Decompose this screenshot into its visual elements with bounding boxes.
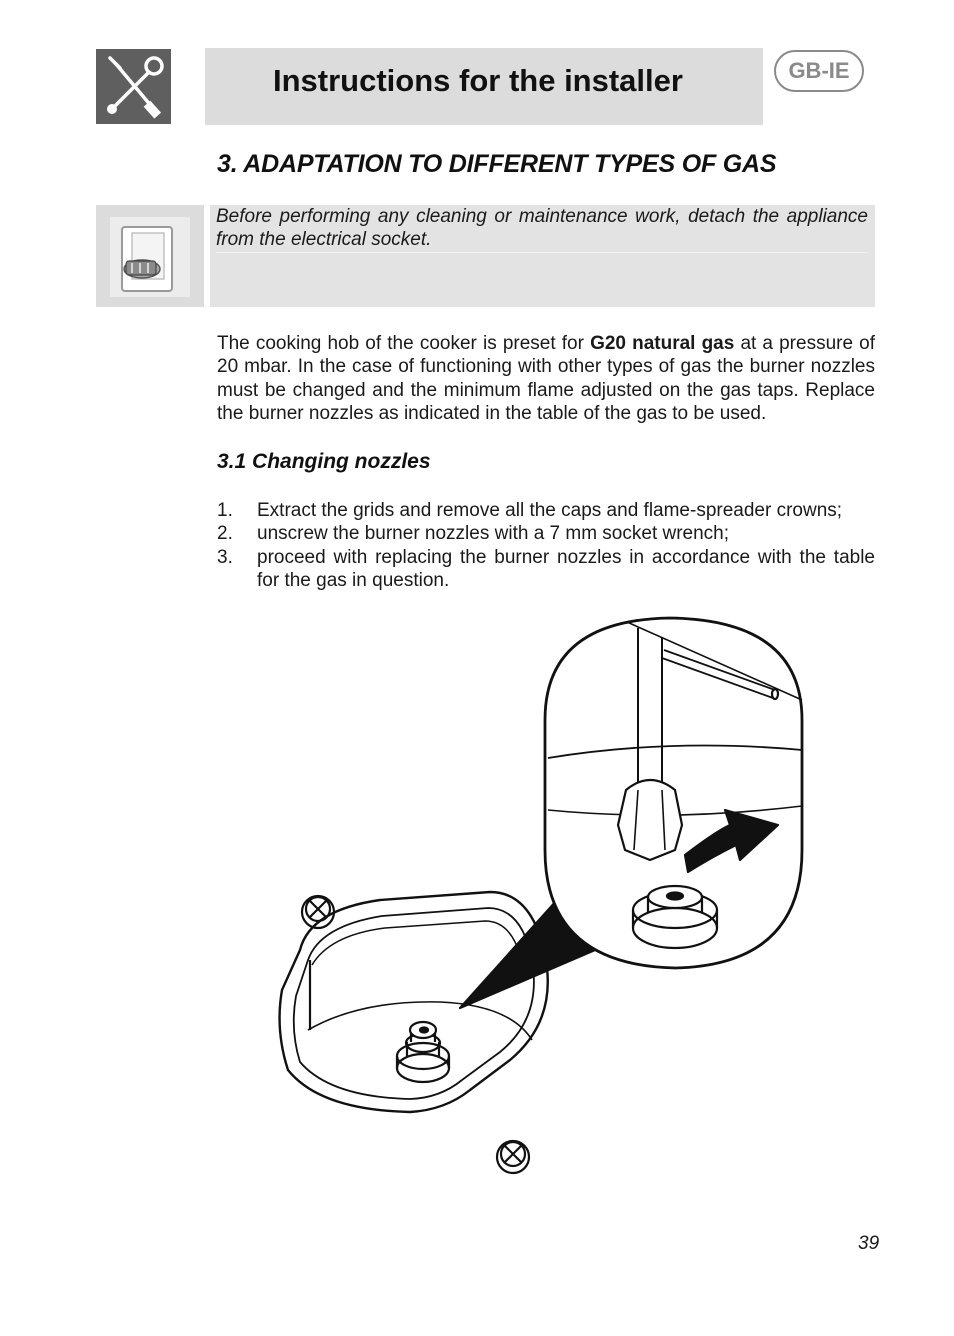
- intro-text-before: The cooking hob of the cooker is preset for: [217, 333, 591, 354]
- intro-paragraph: [217, 332, 875, 425]
- step-text: unscrew the burner nozzles with a 7 mm socket wrench;: [257, 523, 730, 545]
- intro-text-after: at a pressure of 20 mbar. In the case of functioning with other types of gas the burner nozzles must be changed and the minimum flame adjusted on the gas taps. Replace the burner nozzles as indicated in the table of the gas to be used.: [217, 333, 875, 424]
- warning-text: Before performing any cleaning or maintenance work, detach the appliance from the electrical socket.: [216, 206, 868, 250]
- list-item: [217, 522, 875, 545]
- subsection-title: 3.1 Changing nozzles: [217, 450, 431, 473]
- warning-divider: [216, 252, 868, 253]
- steps-list: [217, 499, 875, 592]
- wrench-screwdriver-icon: [96, 49, 171, 124]
- step-number: 1.: [217, 500, 233, 521]
- intro-gas-type: G20 natural gas: [590, 333, 735, 354]
- list-item: [217, 499, 875, 522]
- step-text: proceed with replacing the burner nozzles in accordance with the table for the gas in question.: [257, 546, 875, 591]
- electrical-socket-icon: [96, 205, 204, 307]
- section-title: 3. ADAPTATION TO DIFFERENT TYPES OF GAS: [217, 150, 777, 178]
- step-number: 3.: [217, 546, 233, 568]
- magnified-view: [545, 618, 802, 968]
- language-badge: GB-IE: [774, 50, 864, 92]
- screw-icon: [497, 1141, 529, 1173]
- warning-icon-box: [96, 205, 204, 307]
- step-text: Extract the grids and remove all the caps and flame-spreader crowns;: [257, 500, 843, 521]
- nozzle-replacement-illustration: [270, 610, 820, 1180]
- page-title: Instructions for the installer: [273, 63, 683, 98]
- step-number: 2.: [217, 523, 233, 545]
- nozzle-icon: [397, 1022, 449, 1082]
- page-number: 39: [858, 1233, 880, 1254]
- list-item: [217, 546, 875, 593]
